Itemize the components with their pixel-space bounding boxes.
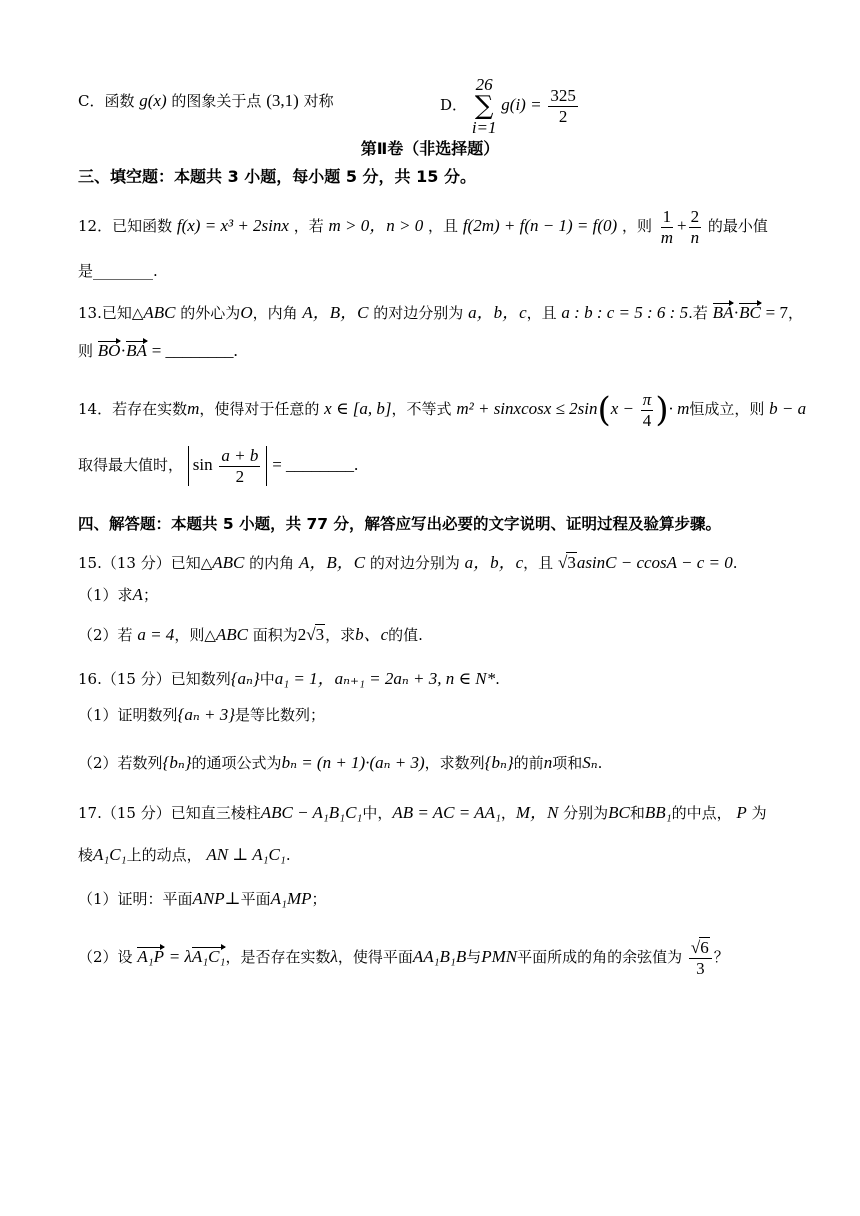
fraction-numerator: 1 [662, 207, 672, 226]
q12-line2: 是________. [78, 262, 158, 280]
dot-operator: · [120, 341, 127, 360]
q14-inequality: x − [610, 399, 634, 419]
q12-condition: m > 0，n > 0 [328, 216, 424, 236]
q12-equation: f(2m) + f(n − 1) = f(0) [462, 216, 618, 236]
option-c-point: (3,1) [266, 91, 299, 110]
fraction-denominator: 4 [642, 410, 652, 430]
vector-ba: BA [712, 303, 734, 322]
q15-text: （1）求 [78, 586, 133, 604]
section4-heading: 四、解答题：本题共 5 小题，共 77 分，解答应写出必要的文字说明、证明过程及验算步骤。 [78, 515, 721, 533]
q16-sub2 [78, 752, 602, 773]
q14-line2 [78, 446, 358, 486]
option-d-expr: g(i) = [501, 95, 542, 114]
fraction-numerator: π [642, 390, 652, 409]
q14-text: 取得最大值时， [78, 456, 184, 475]
q13-text: ，且 [526, 304, 557, 322]
q16-text: ，求数列 [424, 754, 485, 772]
plus-sign: + [677, 216, 687, 236]
q14-var: m [187, 399, 200, 419]
sqrt-value: 3 [567, 553, 576, 572]
q17-equation: = λ [168, 947, 192, 967]
q15-line1: 15.（13 分）已知△ABC 的内角 A，B，C 的对边分别为 a，b，c，且 √3asinC − ccosA − c = 0. [78, 553, 738, 572]
q15-text: 15.（13 分）已知△ [78, 554, 213, 572]
q12-fraction-1 [659, 207, 675, 247]
q17-text: 17.（15 分）已知直三棱柱 [78, 804, 261, 822]
q16-text: . [495, 670, 500, 688]
fraction-denominator: 3 [696, 958, 705, 978]
q14-answer-blank: = ________. [272, 455, 359, 475]
vector-bo: BO [97, 341, 121, 360]
sin-function: sin [192, 455, 213, 475]
q13-ratio: a : b : c = 5 : 6 : 5 [561, 303, 689, 322]
option-c-suffix: 对称 [303, 92, 334, 110]
q15-vars: b、c [355, 625, 389, 644]
q14-pi-fraction [641, 390, 654, 430]
q16-text: （1）证明数列 [78, 706, 178, 724]
sqrt-value: 3 [315, 625, 325, 644]
cosine-fraction: $\frac{√6}{3}$ [689, 938, 712, 978]
section3-heading: 三、填空题：本题共 3 小题，每小题 5 分，共 15 分。 [78, 167, 476, 186]
fraction-numerator: 2 [690, 207, 700, 226]
fraction-numerator: 325 [550, 85, 576, 105]
q15-var: A [132, 585, 143, 604]
q12-text: ，若 [293, 217, 324, 236]
q14-text: ，使得对于任意的 [199, 400, 320, 419]
q16-text: 的通项公式为 [191, 754, 282, 772]
sequence: {aₙ + 3} [177, 705, 236, 724]
triangle-name: ABC [212, 553, 245, 572]
q14-inequality: · m [668, 399, 690, 419]
q13-line1 [78, 298, 803, 323]
q17-point: P [736, 803, 747, 822]
q12-fraction-2 [689, 207, 702, 247]
fraction-denominator: m [660, 227, 674, 247]
q16-sum: Sₙ [582, 753, 598, 772]
q15-sides: a，b，c [464, 553, 524, 572]
q16-formula: bₙ = (n + 1)·(aₙ + 3) [281, 753, 425, 772]
q17-text: 平面所成的角的余弦值为 [517, 948, 683, 967]
q17-text: 中， [362, 804, 393, 822]
q12-line1 [78, 207, 768, 247]
q15-angles: A，B，C [298, 553, 366, 572]
q17-text: . [285, 846, 291, 864]
q13-answer-blank: = ________. [151, 341, 238, 360]
q15-text: ，则△ [174, 626, 216, 644]
option-c-text: 的图象关于点 [171, 92, 262, 110]
plane: PMN [481, 947, 518, 967]
vector-a1c1: A₁C₁ [191, 947, 226, 967]
sequence: {bₙ} [484, 753, 514, 772]
plane: A₁MP [270, 889, 312, 908]
q17-line1 [78, 798, 767, 823]
q17-text: （2）设 [78, 948, 133, 967]
q14-inequality: m² + sinxcosx ≤ 2sin [456, 399, 598, 419]
q15-text: ，且 [523, 554, 554, 572]
q17-text: 为 [751, 804, 767, 822]
q16-text: （2）若数列 [78, 754, 163, 772]
q15-sub2: （2）若 a = 4，则△ABC 面积为2√3，求b、c的值. [78, 625, 423, 644]
option-d [440, 76, 580, 136]
q16-text: . [597, 754, 603, 772]
q13-line2 [78, 340, 238, 361]
q17-text: ； [311, 890, 327, 908]
option-c-expr: g(x) [139, 91, 167, 110]
q13-sides: a，b，c [468, 303, 527, 322]
q17-equation: AB = AC = AA₁ [392, 803, 501, 822]
q15-text: 的对边分别为 [369, 554, 460, 572]
prism-name: ABC − A₁B₁C₁ [260, 803, 363, 822]
q12-text: 的最小值 [707, 217, 768, 236]
plane: AA₁B₁B [412, 947, 467, 967]
q13-text: 的对边分别为 [373, 304, 464, 322]
q13-value: = 7 [765, 303, 788, 322]
q15-text: 的值. [388, 626, 423, 644]
q15-sub1 [78, 584, 158, 605]
q17-text: 平面 [240, 890, 271, 908]
sequence: {bₙ} [162, 753, 192, 772]
q16-text: 是等比数列； [235, 706, 326, 724]
q14-text: ，不等式 [391, 400, 452, 419]
circumcenter: O [240, 303, 253, 322]
sequence: {aₙ} [230, 669, 260, 688]
segment: A₁C₁ [93, 845, 127, 864]
abs-value [188, 446, 268, 486]
q15-text: 的内角 [249, 554, 295, 572]
q17-perp: AN ⊥ A₁C₁ [206, 845, 286, 864]
q17-text: 和 [629, 804, 645, 822]
q16-line1 [78, 664, 500, 689]
fraction-denominator: 2 [558, 106, 568, 126]
vector-bc: BC [739, 303, 761, 322]
q17-points: M，N [515, 803, 559, 822]
q16-var: n [543, 753, 553, 772]
triangle-name: ABC [143, 303, 176, 322]
q15-text: ，求 [325, 626, 356, 644]
q17-text: 与 [466, 948, 482, 967]
summation-symbol: 26 ∑ i=1 [471, 75, 497, 137]
q13-angles: A，B，C [302, 303, 369, 322]
option-c [78, 90, 334, 111]
dot-operator: · [733, 303, 740, 322]
q16-text: 16.（15 分）已知数列 [78, 670, 231, 688]
q17-text: 的中点， [671, 804, 732, 822]
q16-text: 的前 [513, 754, 544, 772]
q14-var: b − a [769, 399, 807, 419]
area-coefficient: 2 [297, 625, 307, 644]
option-c-label: C．函数 [78, 92, 135, 110]
q17-text: ？ [713, 948, 729, 967]
q13-text: 13.已知△ [78, 304, 144, 322]
q15-text: . [732, 554, 738, 572]
q12-text: 12．已知函数 [78, 217, 173, 236]
q13-text: ，内角 [252, 304, 298, 322]
perp-symbol: ⊥ [224, 889, 241, 908]
option-d-label: D． [440, 96, 468, 114]
q14-text: 14．若存在实数 [78, 400, 188, 419]
q14-line1: 14．若存在实数m，使得对于任意的 x ∈ [a, b]，不等式 m² + sinxcosx ≤ 2sin(x − $\frac{\pi}{4}$ )· m恒成立，则 b − a [78, 390, 807, 431]
sum-lower-limit: i=1 [471, 118, 497, 137]
q17-line2 [78, 844, 291, 865]
q17-text: ，是否存在实数 [225, 948, 331, 967]
q17-text: （1）证明：平面 [78, 890, 193, 908]
fraction-denominator: 2 [235, 466, 245, 486]
triangle-name: ABC [215, 625, 248, 644]
q15-text: （2）若 [78, 626, 133, 644]
q13-text: 则 [78, 342, 94, 360]
q17-text: ， [500, 804, 516, 822]
fraction-numerator: a + b [221, 446, 259, 465]
q15-text: ； [142, 586, 158, 604]
q13-text: .若 [688, 304, 708, 322]
q14-ab-fraction [219, 446, 260, 486]
q16-sub1 [78, 704, 325, 725]
q17-text: 棱 [78, 846, 94, 864]
fraction-denominator: n [690, 227, 700, 247]
segment: BB₁ [644, 803, 672, 822]
part2-title: 第Ⅱ卷（非选择题） [360, 139, 500, 158]
q17-sub1 [78, 888, 327, 909]
q13-text: ， [787, 304, 803, 322]
q16-text: 中 [259, 670, 275, 688]
sqrt-value: 6 [700, 938, 709, 957]
vector-a1p: A₁P [137, 947, 165, 967]
q17-sub2 [78, 938, 729, 978]
plane: ANP [192, 889, 225, 908]
q17-text: 上的动点， [126, 846, 202, 864]
q12-text: ，则 [621, 217, 652, 236]
q17-text: ，使得平面 [337, 948, 413, 967]
vector-ba: BA [126, 341, 147, 360]
sum-upper-limit: 26 [475, 75, 493, 94]
q15-text: 面积为 [252, 626, 298, 644]
q16-recurrence: a₁ = 1，aₙ₊₁ = 2aₙ + 3, n ∈ N* [274, 669, 496, 688]
option-d-fraction [548, 86, 578, 126]
q14-text: 恒成立，则 [689, 400, 765, 419]
q15-equation: asinC − ccosA − c = 0 [576, 553, 733, 572]
segment: BC [608, 803, 630, 822]
q16-text: 项和 [552, 754, 583, 772]
lambda: λ [330, 947, 338, 967]
q12-function: f(x) = x³ + 2sinx [176, 216, 289, 236]
q13-text: 的外心为 [180, 304, 241, 322]
q15-condition: a = 4 [137, 625, 175, 644]
q12-text: ，且 [428, 217, 459, 236]
q14-range: x ∈ [a, b] [324, 399, 392, 419]
q17-text: 分别为 [563, 804, 609, 822]
